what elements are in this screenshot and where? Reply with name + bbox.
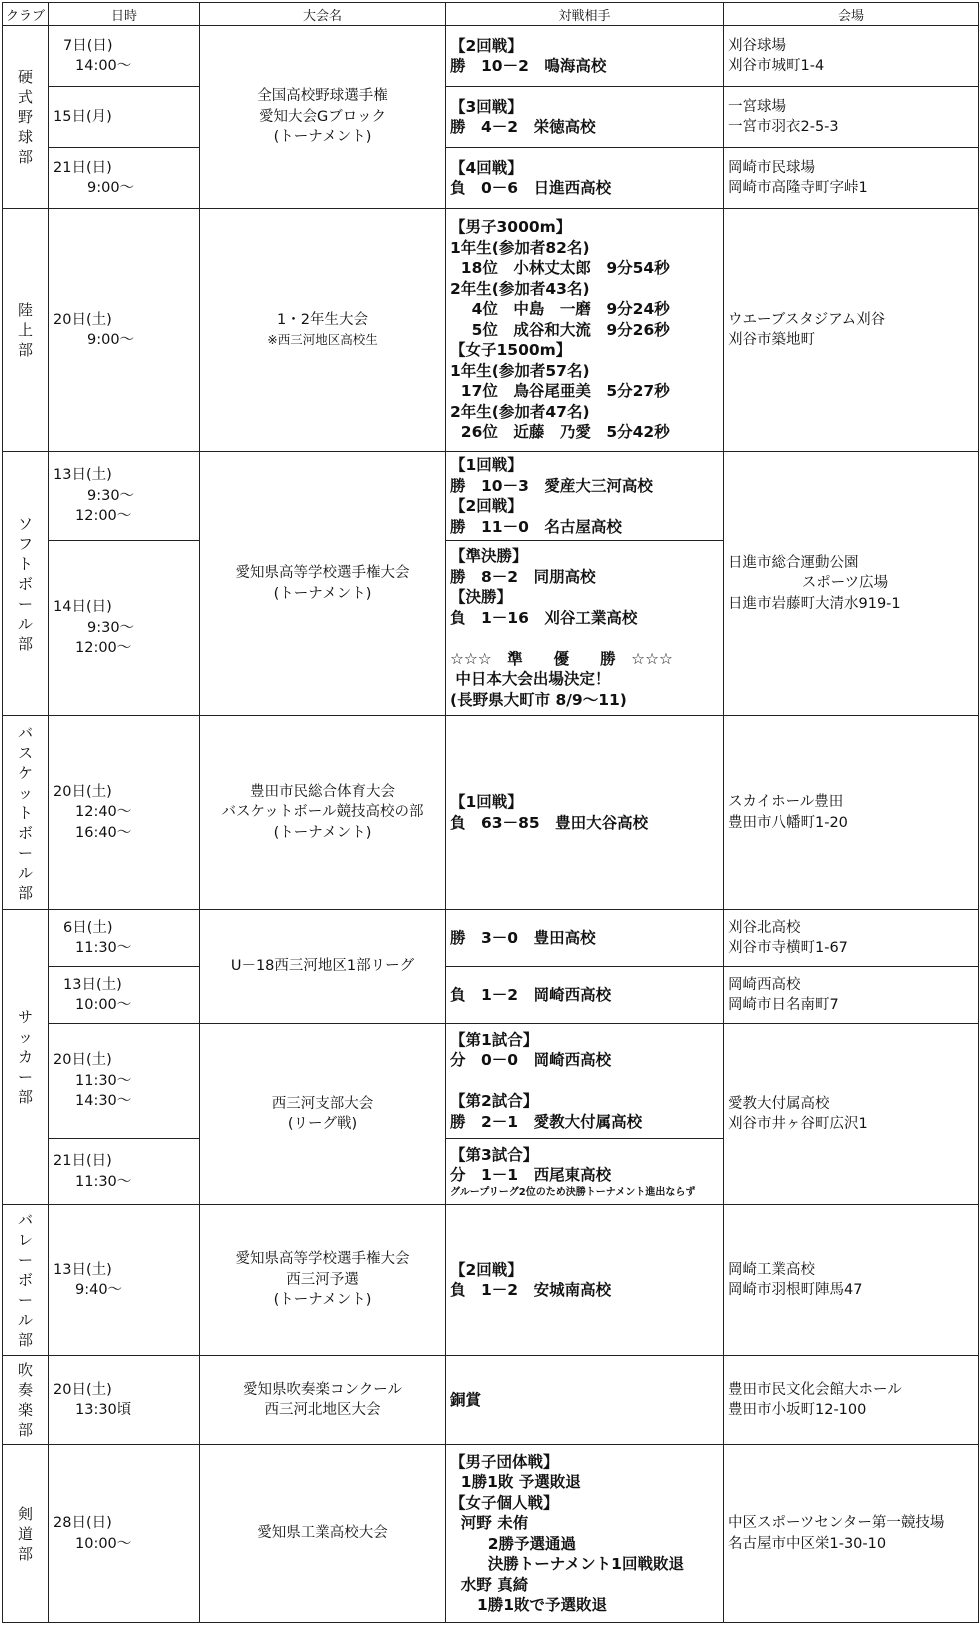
club-kendo: 剣 道 部 — [3, 1445, 49, 1623]
date-cell: 13日(土) 9:30～ 12:00～ — [49, 452, 200, 541]
table-row — [3, 452, 979, 541]
result-cell: 【男子3000m】 1年生(参加者82名) 18位 小林丈太郎 9分54秒 2年生(参加者43名) 4位 中島 一磨 9分24秒 5位 成谷和大流 9分26秒 【女子1500m】 1年生(参加者57名) 17位 鳥谷尾亜美 5分27秒 2年生(参加者47名) 26位 近藤 乃愛 5分42秒 — [446, 209, 724, 452]
club-track: 陸 上 部 — [3, 209, 49, 452]
header-tournament: 大会名 — [200, 3, 446, 26]
date-cell: 14日(日) 9:30～ 12:00～ — [49, 541, 200, 716]
club-softball: ソ フ ト ボ ー ル 部 — [3, 452, 49, 716]
venue-cell: ウエーブスタジアム刈谷 刈谷市築地町 — [724, 209, 979, 452]
result-cell: 【4回戦】 負 0－6 日進西高校 — [446, 148, 724, 209]
table-row — [3, 148, 979, 209]
tournament-cell: 全国高校野球選手権 愛知大会Gブロック (トーナメント) — [200, 26, 446, 209]
table-row — [3, 209, 979, 452]
table-row — [3, 716, 979, 910]
result-cell: 負 1－2 岡崎西高校 — [446, 967, 724, 1024]
tournament-cell: 愛知県吹奏楽コンクール 西三河北地区大会 — [200, 1356, 446, 1445]
date-cell: 21日(日) 11:30～ — [49, 1139, 200, 1205]
date-cell: 7日(日) 14:00～ — [49, 26, 200, 87]
club-soccer: サ ッ カ ー 部 — [3, 910, 49, 1205]
result-cell: 【男子団体戦】 1勝1敗 予選敗退 【女子個人戦】 河野 未侑 2勝予選通過 決勝トーナメント1回戦敗退 水野 真綺 1勝1敗で予選敗退 — [446, 1445, 724, 1623]
elimination-note: グループリーグ2位のため決勝トーナメント進出ならず — [450, 1186, 696, 1198]
tournament-cell: 豊田市民総合体育大会 バスケットボール競技高校の部 (トーナメント) — [200, 716, 446, 910]
result-cell: 【準決勝】 勝 8－2 同朋高校 【決勝】 負 1－16 刈谷工業高校 ☆☆☆ 準 優 勝 ☆☆☆ 中日本大会出場決定！ (長野県大町市 8/9～11) — [446, 541, 724, 716]
club-basketball: バ ス ケ ッ ト ボ ー ル 部 — [3, 716, 49, 910]
venue-cell: 刈谷球場 刈谷市城町1-4 — [724, 26, 979, 87]
tournament-cell: 愛知県工業高校大会 — [200, 1445, 446, 1623]
date-cell: 15日(月) — [49, 87, 200, 148]
date-cell: 20日(土) 13:30頃 — [49, 1356, 200, 1445]
table-row — [3, 910, 979, 967]
venue-cell: 一宮球場 一宮市羽衣2-5-3 — [724, 87, 979, 148]
header-opponent: 対戦相手 — [446, 3, 724, 26]
result-cell: 【1回戦】 勝 10－3 愛産大三河高校 【2回戦】 勝 11－0 名古屋高校 — [446, 452, 724, 541]
result-cell: 【第3試合】 分 1－1 西尾東高校 グループリーグ2位のため決勝トーナメント進出ならず — [446, 1139, 724, 1205]
date-cell: 13日(土) 9:40～ — [49, 1205, 200, 1356]
venue-cell: 岡崎市民球場 岡崎市高隆寺町字峠1 — [724, 148, 979, 209]
venue-cell: 日進市総合運動公園 スポーツ広場 日進市岩藤町大清水919-1 — [724, 452, 979, 716]
result-cell: 勝 3－0 豊田高校 — [446, 910, 724, 967]
tournament-cell: 1・2年生大会 ※西三河地区高校生 — [200, 209, 446, 452]
result-cell: 【1回戦】 負 63－85 豊田大谷高校 — [446, 716, 724, 910]
tournament-cell: 愛知県高等学校選手権大会 (トーナメント) — [200, 452, 446, 716]
table-row — [3, 26, 979, 87]
date-cell: 28日(日) 10:00～ — [49, 1445, 200, 1623]
club-baseball: 硬 式 野 球 部 — [3, 26, 49, 209]
result-cell: 【2回戦】 負 1－2 安城南高校 — [446, 1205, 724, 1356]
venue-cell: 愛教大付属高校 刈谷市井ヶ谷町広沢1 — [724, 1024, 979, 1205]
table-row — [3, 1024, 979, 1139]
venue-cell: 豊田市民文化会館大ホール 豊田市小坂町12-100 — [724, 1356, 979, 1445]
venue-cell: 刈谷北高校 刈谷市寺横町1-67 — [724, 910, 979, 967]
date-cell: 13日(土) 10:00～ — [49, 967, 200, 1024]
header-row — [3, 3, 979, 26]
venue-cell: 岡崎西高校 岡崎市日名南町7 — [724, 967, 979, 1024]
result-cell: 【3回戦】 勝 4－2 栄徳高校 — [446, 87, 724, 148]
results-table — [2, 2, 979, 1623]
date-cell: 20日(土) 12:40～ 16:40～ — [49, 716, 200, 910]
venue-cell: 中区スポーツセンター第一競技場 名古屋市中区栄1-30-10 — [724, 1445, 979, 1623]
table-row — [3, 1445, 979, 1623]
date-cell: 20日(土) 9:00～ — [49, 209, 200, 452]
result-cell: 【第1試合】 分 0－0 岡崎西高校 【第2試合】 勝 2－1 愛教大付属高校 — [446, 1024, 724, 1139]
table-row — [3, 1356, 979, 1445]
table-row — [3, 1205, 979, 1356]
header-datetime: 日時 — [49, 3, 200, 26]
club-volleyball: バ レ ー ボ ー ル 部 — [3, 1205, 49, 1356]
table-row — [3, 87, 979, 148]
date-cell: 20日(土) 11:30～ 14:30～ — [49, 1024, 200, 1139]
result-cell: 【2回戦】 勝 10－2 鳴海高校 — [446, 26, 724, 87]
club-band: 吹 奏 楽 部 — [3, 1356, 49, 1445]
tournament-cell: 愛知県高等学校選手権大会 西三河予選 (トーナメント) — [200, 1205, 446, 1356]
result-cell: 銅賞 — [446, 1356, 724, 1445]
header-venue: 会場 — [724, 3, 979, 26]
tournament-cell: U－18西三河地区1部リーグ — [200, 910, 446, 1024]
date-cell: 21日(日) 9:00～ — [49, 148, 200, 209]
table-row — [3, 967, 979, 1024]
header-club: クラブ — [3, 3, 49, 26]
venue-cell: 岡崎工業高校 岡崎市羽根町陣馬47 — [724, 1205, 979, 1356]
date-cell: 6日(土) 11:30～ — [49, 910, 200, 967]
venue-cell: スカイホール豊田 豊田市八幡町1-20 — [724, 716, 979, 910]
tournament-cell: 西三河支部大会 (リーグ戦) — [200, 1024, 446, 1205]
